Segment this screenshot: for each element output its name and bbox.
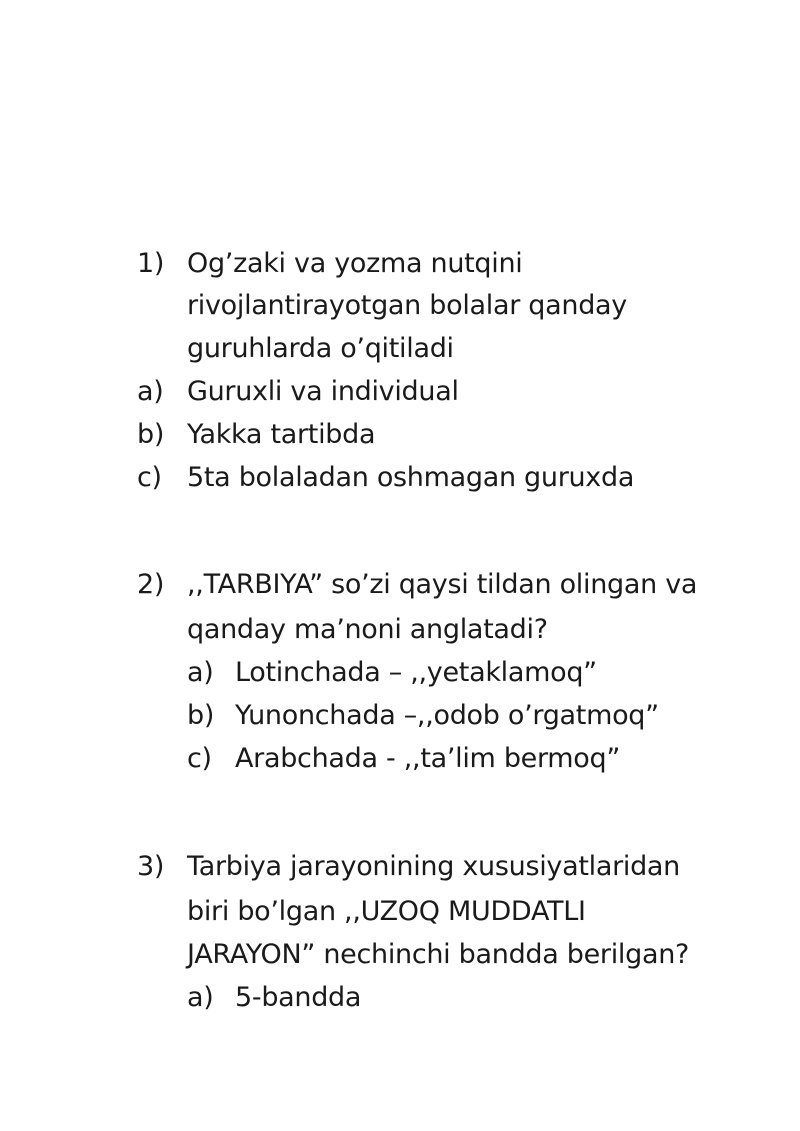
option-text: Yakka tartibda <box>187 419 376 450</box>
question-2-text: qanday ma’noni anglatadi? <box>187 614 548 645</box>
option-letter: c) <box>137 462 162 493</box>
option-letter: a) <box>187 657 214 688</box>
question-3-text: biri bo’lgan ,,UZOQ MUDDATLI <box>187 896 586 927</box>
option-letter: a) <box>137 376 164 407</box>
question-1-number: 1) <box>137 248 165 279</box>
question-1-text: Og’zaki va yozma nutqini <box>187 248 523 279</box>
option-text: Yunonchada –,,odob o’rgatmoq” <box>235 700 659 731</box>
question-3-text: Tarbiya jarayonining xususiyatlaridan <box>187 851 680 882</box>
question-3-number: 3) <box>137 851 165 882</box>
option-text: Guruxli va individual <box>187 376 459 407</box>
option-text: Lotinchada – ,,yetaklamoq” <box>235 657 597 688</box>
question-2-text: ,,TARBIYA” so’zi qaysi tildan olingan va <box>187 569 698 600</box>
option-letter: a) <box>187 982 214 1013</box>
question-3-text: JARAYON” nechinchi bandda berilgan? <box>187 939 690 970</box>
question-2-number: 2) <box>137 569 165 600</box>
option-letter: b) <box>187 700 215 731</box>
question-1-text: guruhlarda o’qitiladi <box>187 333 454 364</box>
option-letter: c) <box>187 743 212 774</box>
option-text: 5-bandda <box>235 982 362 1013</box>
option-text: Arabchada - ,,ta’lim bermoq” <box>235 743 621 774</box>
option-text: 5ta bolaladan oshmagan guruxda <box>187 462 635 493</box>
option-letter: b) <box>137 419 165 450</box>
question-1-text: rivojlantirayotgan bolalar qanday <box>187 290 627 321</box>
